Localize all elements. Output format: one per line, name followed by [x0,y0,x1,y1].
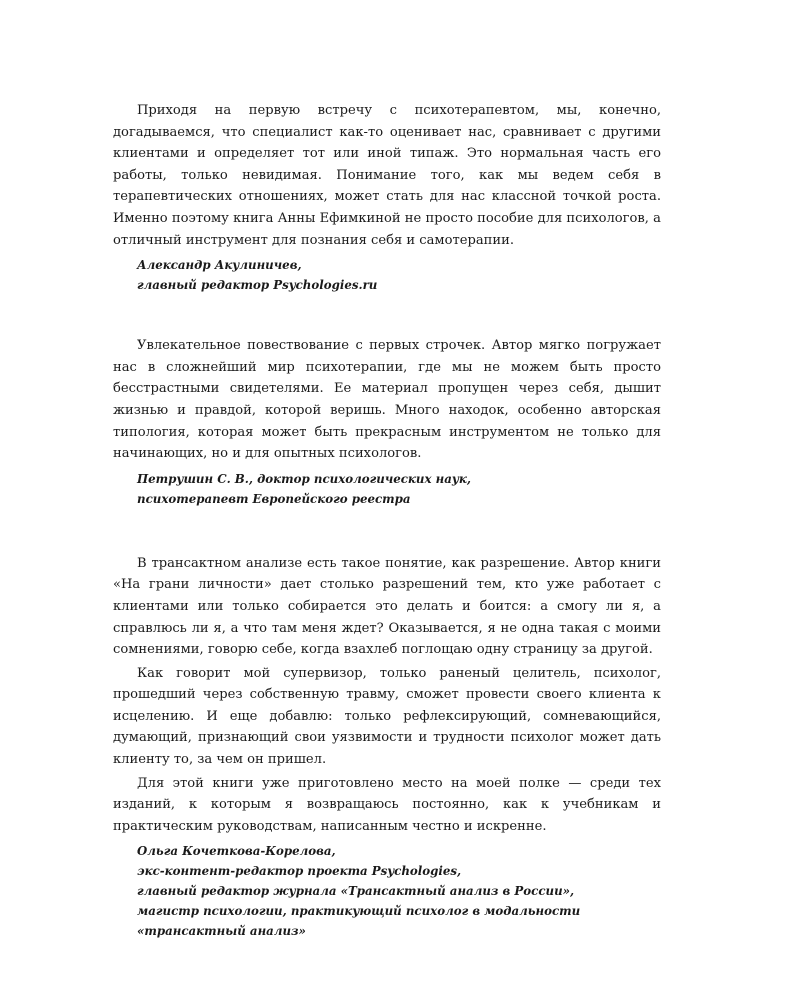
signature-title: экс-контент-редактор проекта Psychologies, [137,864,462,879]
signature-title: психотерапевт Европейского реестра [137,491,411,506]
review-paragraph: Как говорит мой супервизор, только раненый целитель, психолог, прошедший через собственную травму, сможет провести своего клиента к исцелению. И еще добавлю: только рефлексирующий, сомневающийся, думающий, признающий свои уязвимости и трудности психолог может дать клиенту то, за чем он пришел. [113,665,661,768]
review-signature [113,255,661,295]
book-page [113,100,661,941]
signature-title: «трансактный анализ» [137,924,306,939]
review-paragraph: Увлекательное повествование с первых строчек. Автор мягко погружает нас в сложнейший мир психотерапии, где мы не можем быть просто бесстрастными свидетелями. Ее материал пропущен через себя, дышит жизнью и правдой, которой веришь. Много находок, особенно авторская типология, которая может быть прекрасным инструментом не только для начинающих, но и для опытных психологов. [113,338,661,462]
review-petrushin [113,335,661,509]
review-kochetkova-korelova [113,553,661,942]
review-paragraph: Приходя на первую встречу с психотерапевтом, мы, конечно, догадываемся, что специалист как-то оценивает нас, сравнивает с другими клиентами и определяет тот или иной типаж. Это нормальная часть его работы, только невидимая. Понимание того, как мы ведем себя в терапевтических отношениях, может стать для нас классной точкой роста. Именно поэтому книга Анны Ефимкиной не просто пособие для психологов, а отличный инструмент для познания себя и самотерапии. [113,103,661,248]
review-akulinichev [113,100,661,295]
review-paragraph: Для этой книги уже приготовлено место на моей полке — среди тех изданий, к которым я возвращаюсь постоянно, как к учебникам и практическим руководствам, написанным честно и искренне. [113,775,661,834]
signature-title: главный редактор Psychologies.ru [137,278,378,293]
review-paragraph: В трансактном анализе есть такое понятие, как разрешение. Автор книги «На грани личности» дает столько разрешений тем, кто уже работает с клиентами или только собирается это делать и боится: а смогу ли я, а справлюсь ли я, а что там меня ждет? Оказывается, я не одна такая с моими сомнениями, говорю себе, когда взахлеб поглощаю одну страницу за другой. [113,555,661,658]
signature-title: главный редактор журнала «Трансактный анализ в России», [137,884,575,899]
signature-author: Ольга Кочеткова-Корелова, [137,844,336,859]
review-signature [113,469,661,509]
review-signature [113,841,661,941]
signature-author: Петрушин С. В., доктор психологических наук, [137,471,472,486]
signature-author: Александр Акулиничев, [137,258,302,273]
signature-title: магистр психологии, практикующий психолог в модальности [137,904,581,919]
